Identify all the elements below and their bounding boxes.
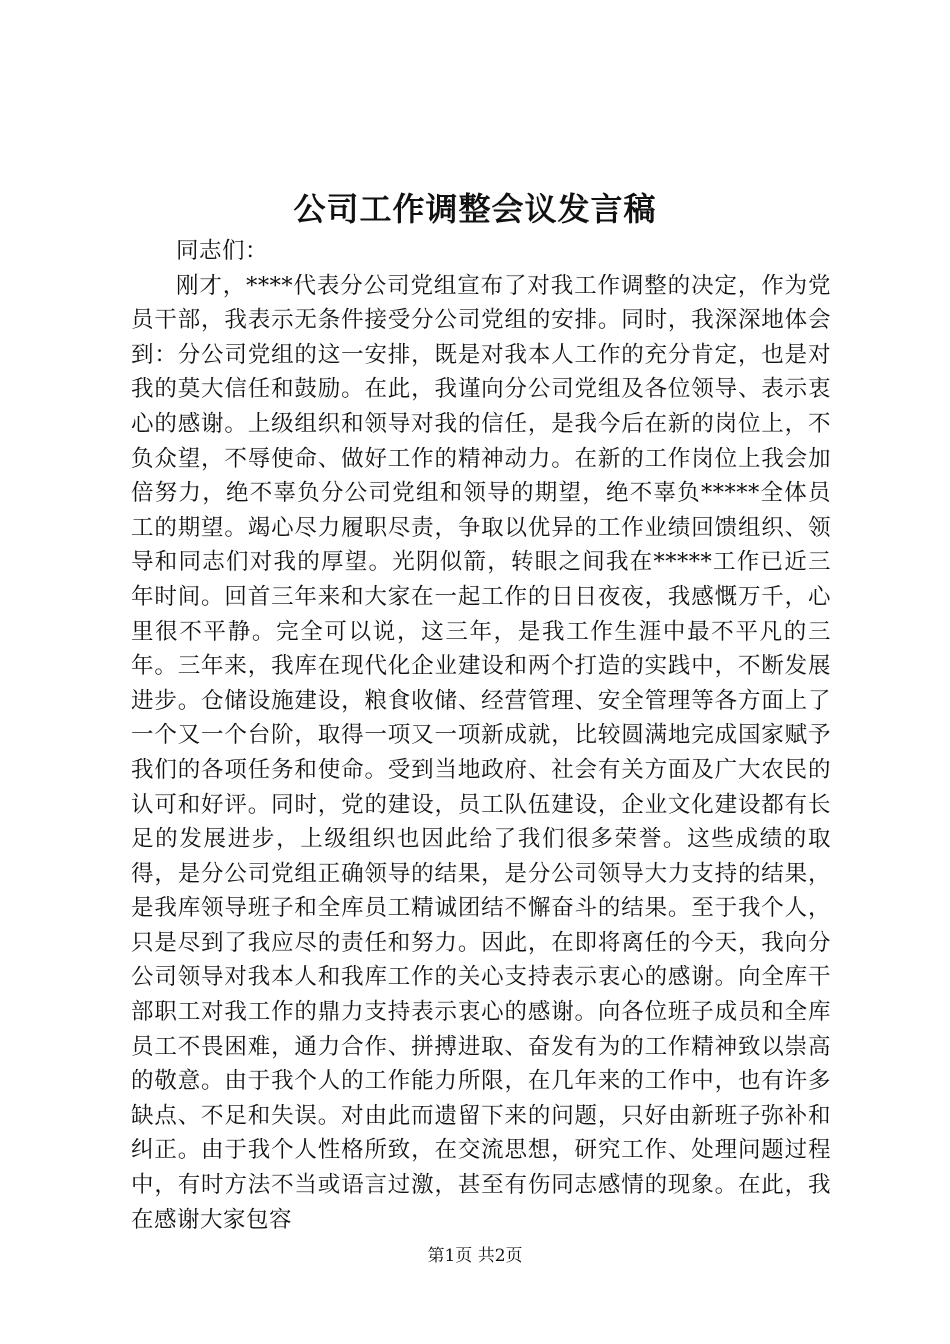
body-paragraph: 刚才，****代表分公司党组宣布了对我工作调整的决定，作为党员干部，我表示无条件接受分公司党组的安排。同时，我深深地体会到：分公司党组的这一安排，既是对我本人工作的充分肯定，也是对我的莫大信任和鼓励。在此，我谨向分公司党组及各位领导、表示衷心的感谢。上级组织和领导对我的信任，是我今后在新的岗位上，不负众望，不辱使命、做好工作的精神动力。在新的工作岗位上我会加倍努力，绝不辜负分公司党组和领导的期望，绝不辜负*****全体员工的期望。竭心尽力履职尽责，争取以优异的工作业绩回馈组织、领导和同志们对我的厚望。光阴似箭，转眼之间我在*****工作已近三年时间。回首三年来和大家在一起工作的日日夜夜，我感慨万千，心里很不平静。完全可以说，这三年，是我工作生涯中最不平凡的三年。三年来，我库在现代化企业建设和两个打造的实践中，不断发展进步。仓储设施建设，粮食收储、经营管理、安全管理等各方面上了一个又一个台阶，取得一项又一项新成就，比较圆满地完成国家赋予我们的各项任务和使命。受到当地政府、社会有关方面及广大农民的认可和好评。同时，党的建设，员工队伍建设，企业文化建设都有长足的发展进步，上级组织也因此给了我们很多荣誉。这些成绩的取得，是分公司党组正确领导的结果，是分公司领导大力支持的结果，是我库领导班子和全库员工精诚团结不懈奋斗的结果。至于我个人，只是尽到了我应尽的责任和努力。因此，在即将离任的今天，我向分公司领导对我本人和我库工作的关心支持表示衷心的感谢。向全库干部职工对我工作的鼎力支持表示衷心的感谢。向各位班子成员和全库员工不畏困难，通力合作、拼搏进取、奋发有为的工作精神致以崇高的敬意。由于我个人的工作能力所限，在几年来的工作中，也有许多缺点、不足和失误。对由此而遗留下来的问题，只好由新班子弥补和纠正。由于我个人性格所致，在交流思想，研究工作、处理问题过程中，有时方法不当或语言过激，甚至有伤同志感情的现象。在此，我在感谢大家包容 — [131, 272, 831, 1233]
greeting-line: 同志们： — [176, 238, 269, 264]
document-body — [131, 234, 831, 1237]
page-footer: 第1页 共2页 — [427, 1246, 523, 1266]
document-title: 公司工作调整会议发言稿 — [293, 190, 657, 228]
